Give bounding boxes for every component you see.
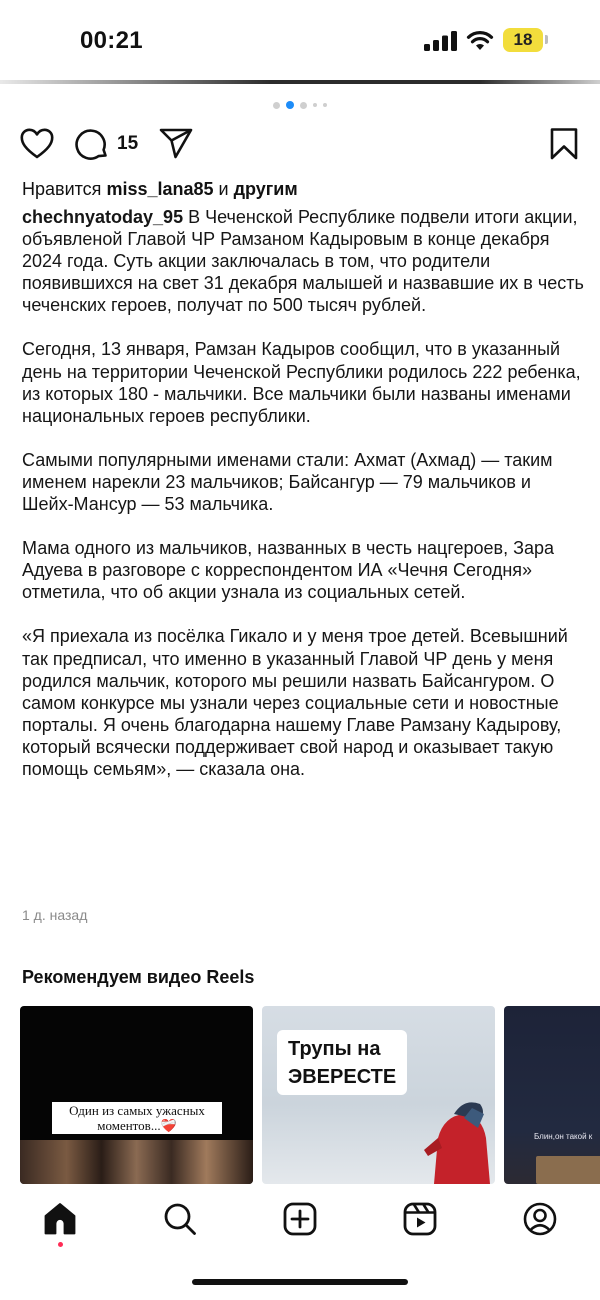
battery-cap	[545, 35, 548, 44]
carousel-dot	[323, 103, 327, 107]
carousel-dot	[300, 102, 307, 109]
reel-caption	[277, 1030, 407, 1095]
heart-icon[interactable]	[19, 126, 55, 162]
carousel-dot	[273, 102, 280, 109]
likes-middle: и	[213, 179, 234, 199]
paper-plane-icon[interactable]	[158, 126, 194, 162]
caption-paragraph: Мама одного из мальчиков, названных в честь нацгероев, Зара Адуева в разговоре с корреспондентом ИА «Чечня Сегодня» отметила, что об акции узнала из социальных сетей.	[22, 538, 555, 603]
media-bottom-edge	[0, 80, 600, 84]
reel-caption-line: Трупы на	[288, 1038, 381, 1060]
post-caption	[22, 206, 587, 802]
caption-username-link[interactable]: chechnyatoday_95	[22, 207, 184, 227]
status-time: 00:21	[80, 27, 143, 54]
carousel-dot-active	[286, 101, 294, 109]
home-icon[interactable]	[42, 1201, 78, 1237]
likes-others-link[interactable]: другим	[233, 179, 298, 199]
create-icon[interactable]	[282, 1201, 318, 1237]
comment-icon[interactable]	[74, 126, 110, 162]
status-bar	[0, 0, 600, 82]
cellular-signal-icon	[424, 31, 458, 51]
reel-card[interactable]	[504, 1006, 600, 1184]
reel-card[interactable]	[262, 1006, 495, 1184]
post-actions	[0, 126, 600, 166]
reels-icon[interactable]	[402, 1201, 438, 1237]
notification-dot	[58, 1242, 63, 1247]
reel-caption: Один из самых ужасных моментов...❤️‍🩹	[52, 1102, 222, 1134]
climber-image	[394, 1098, 490, 1184]
wifi-icon	[466, 29, 494, 51]
reel-thumbnail-image	[20, 1140, 253, 1184]
home-indicator[interactable]	[192, 1279, 408, 1285]
likes-prefix: Нравится	[22, 179, 107, 199]
likes-summary[interactable]	[22, 179, 298, 200]
bookmark-icon[interactable]	[546, 126, 582, 162]
reels-carousel[interactable]	[0, 1006, 600, 1184]
battery-level: 18	[513, 30, 533, 49]
caption-paragraph: «Я приехала из посёлка Гикало и у меня трое детей. Всевышний так предписал, что именно в указанный Главой ЧР день у меня родился мальчик, которого мы решили назвать Байсангуром. О самом конкурсе мы узнали через социальные сети и новостные порталы. Я очень благодарна нашему Главе Рамзану Кадырову, который всячески поддерживает свой народ и оказывает такую помощь семьям», — сказала она.	[22, 626, 568, 779]
carousel-indicator	[0, 101, 600, 109]
reel-card[interactable]	[20, 1006, 253, 1184]
reel-caption-line: ЭВЕРЕСТЕ	[288, 1066, 397, 1088]
battery-icon	[503, 28, 543, 52]
profile-icon[interactable]	[522, 1201, 558, 1237]
caption-paragraph	[22, 206, 587, 316]
comment-count: 15	[117, 133, 139, 154]
caption-text: В Чеченской Республике подвели итоги акции, объявленой Главой ЧР Рамзаном Кадыровым в конце декабря 2024 года. Суть акции заключалась в том, что родители появившихся на свет 31 декабря малышей и назвавшие их в честь чеченских героев, получат по 500 тысяч рублей.	[22, 207, 584, 316]
caption-paragraph: Сегодня, 13 января, Рамзан Кадыров сообщил, что в указанный день на территории Чеченской Республики родилось 222 ребенка, из которых 180 - мальчики. Все мальчики были названы именами национальных героев республики.	[22, 339, 581, 426]
carousel-dot	[313, 103, 317, 107]
reel-caption: Блин,он такой к	[534, 1132, 593, 1141]
post-timestamp: 1 д. назад	[22, 907, 88, 923]
reel-thumbnail-image	[536, 1156, 600, 1184]
reels-section-title: Рекомендуем видео Reels	[22, 967, 255, 987]
search-icon[interactable]	[162, 1201, 198, 1237]
caption-paragraph: Самыми популярными именами стали: Ахмат (Ахмад) — таким именем нарекли 23 мальчиков; Байсангур — 79 мальчиков и Шейх-Мансур — 53 мальчика.	[22, 449, 553, 515]
likes-user-link[interactable]: miss_lana85	[106, 179, 214, 199]
